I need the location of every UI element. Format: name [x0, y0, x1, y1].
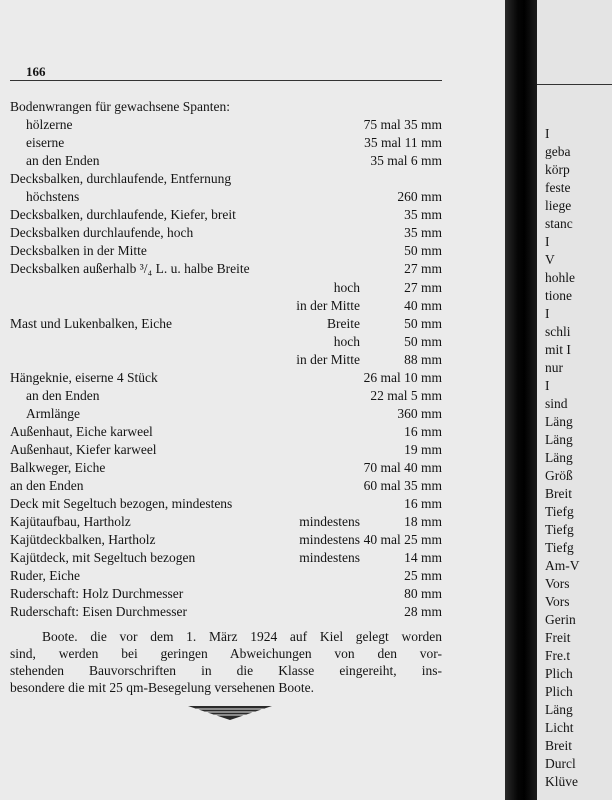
spec-value: 35 mal 6 mm [370, 153, 442, 169]
spec-value: 50 mm [404, 315, 442, 331]
spec-qualifier: in der Mitte [296, 351, 360, 367]
spec-qualifier: mindestens [299, 514, 360, 530]
right-page-fragment: tione [545, 288, 572, 303]
right-page-fragment: I [545, 126, 550, 141]
spec-value: 260 mm [397, 189, 442, 205]
right-page-fragment: Freit [545, 630, 571, 645]
spec-row [10, 134, 442, 152]
spec-row [10, 603, 442, 621]
right-page [537, 0, 612, 800]
spec-value: 14 mm [404, 550, 442, 566]
spec-label: Ruder, Eiche [10, 568, 80, 584]
spec-value: 18 mm [404, 514, 442, 530]
spec-value: 16 mm [404, 496, 442, 512]
spec-label: Kajütaufbau, Hartholz [10, 514, 131, 530]
spec-label: Ruderschaft: Holz Durchmesser [10, 586, 184, 602]
spec-row [10, 423, 442, 441]
spec-value: 75 mal 35 mm [363, 117, 442, 133]
spec-row [10, 116, 442, 134]
spec-value: 50 mm [404, 333, 442, 349]
spec-row [10, 170, 442, 188]
right-page-fragment: Plich [545, 684, 573, 699]
page-number: 166 [26, 64, 46, 79]
paragraph-line: Boote. die vor dem 1. März 1924 auf Kiel gelegt worden [42, 629, 442, 644]
right-page-fragment: Läng [545, 432, 573, 447]
spec-row [10, 242, 442, 260]
spec-row [10, 387, 442, 405]
right-page-fragment: liege [545, 198, 572, 213]
spec-value: 88 mm [404, 351, 442, 367]
spec-qualifier: mindestens [299, 532, 360, 548]
spec-qualifier: mindestens [299, 550, 360, 566]
spec-row [10, 152, 442, 170]
right-page-fragment: I [545, 378, 550, 393]
spec-value: 60 mal 35 mm [363, 478, 442, 494]
spec-value: 28 mm [404, 604, 442, 620]
right-header-rule [537, 84, 612, 85]
spec-qualifier: hoch [333, 333, 360, 349]
spec-value: 22 mal 5 mm [370, 387, 442, 403]
spec-label: an den Enden [26, 153, 100, 169]
right-page-fragment: Größ [545, 468, 573, 483]
spec-row [10, 224, 442, 242]
right-page-fragment: I [545, 306, 550, 321]
spec-row [10, 315, 442, 333]
spec-value: 35 mm [404, 207, 442, 223]
right-page-fragment: schli [545, 324, 571, 339]
spec-label: Außenhaut, Kiefer karweel [10, 441, 157, 457]
spec-value: 360 mm [397, 405, 442, 421]
spec-label: Decksbalken, durchlaufende, Kiefer, breit [10, 207, 236, 223]
spec-row [10, 333, 442, 351]
header-rule [10, 80, 442, 81]
spec-value: 25 mm [404, 568, 442, 584]
spec-row [10, 549, 442, 567]
spec-label: Deck mit Segeltuch bezogen, mindestens [10, 496, 233, 512]
right-page-fragment: Durcl [545, 756, 576, 771]
right-page-fragment: Gerin [545, 612, 576, 627]
right-page-fragment: stanc [545, 216, 573, 231]
spec-label: Kajütdeck, mit Segeltuch bezogen [10, 550, 196, 566]
spec-row [10, 513, 442, 531]
right-page-fragment: Tiefg [545, 540, 574, 555]
right-page-fragment: I [545, 234, 550, 249]
right-page-fragment: Vors [545, 594, 570, 609]
spec-label: Mast und Lukenbalken, Eiche [10, 315, 172, 331]
spec-row [10, 495, 442, 513]
spec-label: höchstens [26, 189, 80, 205]
right-page-fragment: mit I [545, 342, 571, 357]
spec-label: Ruderschaft: Eisen Durchmesser [10, 604, 187, 620]
ornament-divider-icon [188, 706, 272, 720]
right-page-fragment: Licht [545, 720, 574, 735]
right-page-fragment: Vors [545, 576, 570, 591]
right-page-fragment: Läng [545, 414, 573, 429]
spec-label: Außenhaut, Eiche karweel [10, 423, 153, 439]
spec-row [10, 297, 442, 315]
spec-label: Kajütdeckbalken, Hartholz [10, 532, 156, 548]
spec-value: 16 mm [404, 423, 442, 439]
spec-row [10, 531, 442, 549]
right-page-fragment: Plich [545, 666, 573, 681]
paragraph-line: besondere die mit 25 qm-Besegelung versehenen Boote. [10, 680, 315, 695]
spec-label: an den Enden [26, 387, 100, 403]
spec-row [10, 98, 442, 116]
spec-label: Decksbalken, durchlaufende, Entfernung [10, 171, 232, 187]
spec-value: 26 mal 10 mm [363, 369, 442, 385]
spec-row [10, 585, 442, 603]
right-page-fragment: geba [545, 144, 571, 159]
spec-label: Decksbalken außerhalb ³/₄ L. u. halbe Breite [10, 261, 250, 277]
book-gutter [505, 0, 537, 800]
spec-value: 27 mm [404, 261, 442, 277]
spec-qualifier: in der Mitte [296, 297, 360, 313]
spec-value: 35 mal 11 mm [364, 135, 442, 151]
spec-value: 35 mm [404, 225, 442, 241]
spec-label: Hängeknie, eiserne 4 Stück [10, 369, 158, 385]
paragraph-line: stehenden Bauvorschriften in die Klasse eingereiht, ins- [10, 663, 442, 678]
right-page-fragment: V [545, 252, 555, 267]
spec-value: 80 mm [404, 586, 442, 602]
right-page-fragment: Läng [545, 450, 573, 465]
right-page-fragment: Läng [545, 702, 573, 717]
spec-value: 40 mal 25 mm [363, 532, 442, 548]
spec-row [10, 279, 442, 297]
right-page-fragment: Tiefg [545, 522, 574, 537]
spec-value: 50 mm [404, 243, 442, 259]
paragraph-line: sind, werden bei geringen Abweichungen von den vor- [10, 646, 442, 661]
spec-label: an den Enden [10, 478, 84, 494]
right-page-fragment: nur [545, 360, 563, 375]
spec-label: eiserne [26, 135, 65, 151]
right-page-fragment: Breit [545, 738, 572, 753]
spec-label: Decksbalken durchlaufende, hoch [10, 225, 194, 241]
spec-value: 19 mm [404, 441, 442, 457]
right-page-fragment: sind [545, 396, 568, 411]
spec-qualifier: Breite [327, 315, 360, 331]
spec-row [10, 441, 442, 459]
spec-row [10, 567, 442, 585]
right-page-fragment: hohle [545, 270, 575, 285]
right-page-fragment: körp [545, 162, 570, 177]
right-page-fragment: Am-V [545, 558, 580, 573]
spec-value: 70 mal 40 mm [363, 460, 442, 475]
spec-value: 27 mm [404, 279, 442, 295]
spec-row [10, 188, 442, 206]
spec-row [10, 260, 442, 278]
spec-qualifier: hoch [333, 279, 360, 295]
spec-value: 40 mm [404, 297, 442, 313]
spec-label: Decksbalken in der Mitte [10, 243, 147, 259]
spec-row [10, 369, 442, 387]
spec-row [10, 477, 442, 495]
right-page-fragment: feste [545, 180, 571, 195]
spec-row [10, 405, 442, 423]
spec-label: hölzerne [26, 117, 73, 133]
spec-row [10, 351, 442, 369]
spec-label: Armlänge [26, 405, 80, 421]
spec-label: Bodenwrangen für gewachsene Spanten: [10, 99, 231, 114]
spec-label: Balkweger, Eiche [10, 460, 106, 475]
right-page-fragment: Breit [545, 486, 572, 501]
right-page-fragment: Tiefg [545, 504, 574, 519]
right-page-fragment: Fre.t [545, 648, 571, 663]
right-page-fragment: Klüve [545, 774, 578, 789]
closing-paragraph [10, 628, 442, 696]
spec-row [10, 206, 442, 224]
spec-row [10, 459, 442, 477]
